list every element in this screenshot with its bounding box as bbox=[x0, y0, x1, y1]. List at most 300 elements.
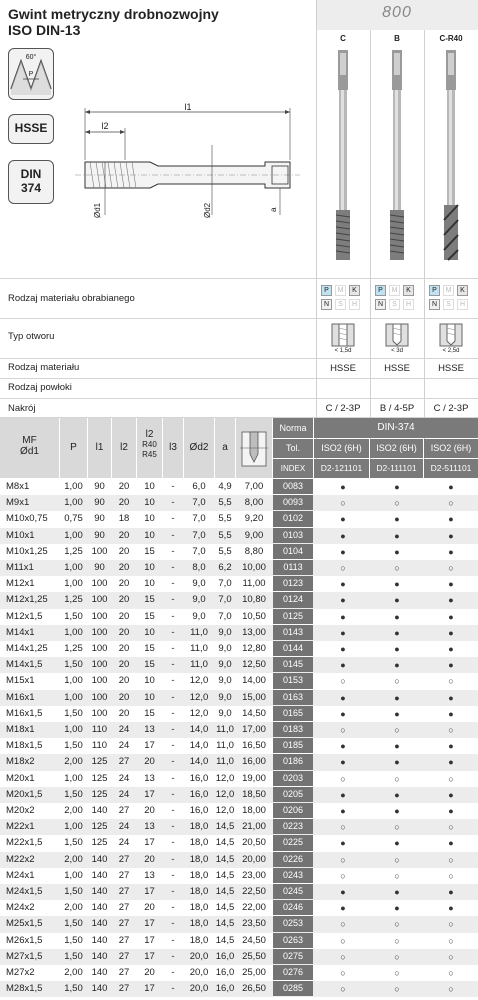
cell-l2: 27 bbox=[118, 869, 130, 881]
cell-a: 9,0 bbox=[218, 691, 232, 703]
cell-p: 1,50 bbox=[64, 837, 83, 849]
cell-index: 0143 bbox=[273, 625, 313, 640]
on-request-circle-icon: ○ bbox=[448, 919, 454, 930]
cell-l2: 27 bbox=[118, 950, 130, 962]
cell-d2: 18,0 bbox=[189, 821, 209, 833]
cell-a: 14,5 bbox=[215, 853, 235, 865]
cell-index: 0103 bbox=[273, 528, 313, 543]
cell-dash: - bbox=[171, 983, 175, 995]
cell-l3: 10 bbox=[144, 513, 155, 525]
cell-index: 0165 bbox=[273, 706, 313, 721]
table-row bbox=[0, 835, 478, 851]
cell-c: 18,00 bbox=[242, 805, 266, 816]
dim-a: a bbox=[269, 207, 278, 212]
cell-p: 1,00 bbox=[64, 626, 83, 638]
header-profile-icon bbox=[236, 418, 272, 478]
on-request-circle-icon: ○ bbox=[340, 854, 346, 865]
cell-dash: - bbox=[171, 707, 175, 719]
header-l3: l3 bbox=[163, 418, 183, 478]
cell-a: 14,5 bbox=[215, 902, 235, 914]
tol-value: ISO2 (6H) bbox=[314, 439, 369, 458]
table-row bbox=[0, 933, 478, 949]
table-row bbox=[0, 690, 478, 706]
cell-index: 0243 bbox=[273, 868, 313, 883]
cell-c: 25,00 bbox=[242, 967, 266, 978]
cell-c: 15,00 bbox=[242, 691, 266, 703]
cell-l2: 27 bbox=[118, 886, 130, 897]
cell-a: 12,0 bbox=[215, 805, 235, 816]
cell-c: 26,50 bbox=[242, 983, 266, 995]
cell-dash: - bbox=[171, 853, 175, 865]
table-row bbox=[0, 787, 478, 803]
din-badge: DIN 374 bbox=[8, 160, 54, 204]
available-dot-icon: ● bbox=[448, 644, 454, 654]
available-dot-icon: ● bbox=[394, 595, 400, 606]
cell-mf: M11x1 bbox=[6, 562, 34, 573]
available-dot-icon: ● bbox=[340, 579, 346, 590]
cell-c: 10,00 bbox=[242, 562, 266, 573]
cell-mf: M10x0,75 bbox=[6, 513, 48, 525]
cell-l3: 17 bbox=[144, 788, 155, 800]
cell-a: 14,5 bbox=[215, 821, 235, 833]
available-dot-icon: ● bbox=[394, 789, 400, 800]
cell-index: 0245 bbox=[273, 884, 313, 899]
cell-mf: M26x1,5 bbox=[6, 934, 43, 946]
on-request-circle-icon: ○ bbox=[340, 563, 346, 573]
cell-p: 1,00 bbox=[64, 562, 83, 573]
available-dot-icon: ● bbox=[340, 530, 346, 541]
cell-dash: - bbox=[171, 821, 175, 833]
available-dot-icon: ● bbox=[340, 903, 346, 914]
index-value: D2-511101 bbox=[424, 459, 478, 478]
cell-l1: 100 bbox=[91, 675, 108, 687]
cell-index: 0226 bbox=[273, 852, 313, 867]
cell-d2: 18,0 bbox=[189, 886, 209, 897]
header-l2: l2 bbox=[112, 418, 136, 478]
cell-l2: 20 bbox=[118, 529, 130, 541]
cell-dash: - bbox=[171, 513, 175, 525]
cell-dash: - bbox=[171, 626, 175, 638]
cell-d2: 18,0 bbox=[189, 934, 209, 946]
cell-index: 0285 bbox=[273, 981, 313, 996]
cell-d2: 12,0 bbox=[189, 675, 209, 687]
cell-mf: M9x1 bbox=[6, 497, 30, 509]
table-row bbox=[0, 884, 478, 900]
cell-d2: 14,0 bbox=[189, 756, 209, 768]
cell-mf: M10x1 bbox=[6, 529, 35, 541]
cell-dash: - bbox=[171, 529, 175, 541]
cell-dash: - bbox=[171, 902, 175, 914]
cell-p: 0,75 bbox=[64, 513, 83, 525]
index-value: D2-111101 bbox=[370, 459, 423, 478]
on-request-circle-icon: ○ bbox=[394, 725, 400, 735]
cell-l1: 100 bbox=[91, 707, 108, 719]
blind-hole-icon bbox=[385, 323, 409, 347]
cell-l2: 20 bbox=[118, 545, 130, 557]
cell-l3: 17 bbox=[144, 950, 155, 962]
header-a: a bbox=[215, 418, 235, 478]
on-request-circle-icon: ○ bbox=[448, 984, 454, 995]
cell-c: 22,00 bbox=[242, 902, 266, 914]
tol-value: ISO2 (6H) bbox=[370, 439, 423, 458]
on-request-circle-icon: ○ bbox=[340, 919, 346, 930]
cell-l3: 13 bbox=[144, 772, 155, 784]
available-dot-icon: ● bbox=[340, 757, 346, 768]
blind-hole-icon bbox=[439, 323, 463, 347]
available-dot-icon: ● bbox=[394, 757, 400, 768]
cell-l1: 110 bbox=[91, 740, 108, 752]
cell-p: 1,50 bbox=[64, 950, 83, 962]
available-dot-icon: ● bbox=[394, 806, 400, 816]
cell-mf: M18x2 bbox=[6, 756, 35, 768]
cell-c: 22,50 bbox=[242, 886, 266, 897]
on-request-circle-icon: ○ bbox=[394, 676, 400, 687]
available-dot-icon: ● bbox=[448, 579, 454, 590]
cell-l3: 17 bbox=[144, 934, 155, 946]
table-row bbox=[0, 609, 478, 625]
cell-l3: 20 bbox=[144, 853, 155, 865]
available-dot-icon: ● bbox=[394, 530, 400, 541]
cell-l2: 27 bbox=[118, 853, 130, 865]
title-block bbox=[8, 6, 308, 38]
cell-p: 1,00 bbox=[64, 675, 83, 687]
cell-d2: 7,0 bbox=[192, 513, 206, 525]
cell-l2: 20 bbox=[118, 594, 130, 606]
on-request-circle-icon: ○ bbox=[340, 984, 346, 995]
available-dot-icon: ● bbox=[394, 611, 400, 622]
cell-l2: 20 bbox=[118, 562, 130, 573]
available-dot-icon: ● bbox=[340, 708, 346, 719]
on-request-circle-icon: ○ bbox=[448, 773, 454, 784]
available-dot-icon: ● bbox=[394, 514, 400, 525]
available-dot-icon: ● bbox=[394, 741, 400, 752]
cell-d2: 8,0 bbox=[192, 562, 206, 573]
cell-mf: M27x1,5 bbox=[6, 950, 43, 962]
available-dot-icon: ● bbox=[448, 887, 454, 897]
cell-l1: 140 bbox=[91, 983, 108, 995]
on-request-circle-icon: ○ bbox=[340, 968, 346, 978]
cell-l2: 24 bbox=[118, 837, 130, 849]
cell-c: 24,50 bbox=[242, 934, 266, 946]
cell-l3: 17 bbox=[144, 886, 155, 897]
cell-p: 1,50 bbox=[64, 934, 83, 946]
cell-c: 19,00 bbox=[242, 772, 266, 784]
cell-index: 0163 bbox=[273, 690, 313, 705]
on-request-circle-icon: ○ bbox=[340, 498, 346, 509]
cell-dash: - bbox=[171, 918, 175, 930]
cell-a: 9,0 bbox=[218, 626, 232, 638]
table-row bbox=[0, 673, 478, 689]
cell-d2: 7,0 bbox=[192, 497, 206, 509]
cell-a: 14,5 bbox=[215, 934, 235, 946]
cell-l1: 100 bbox=[91, 691, 108, 703]
cell-l1: 140 bbox=[91, 950, 108, 962]
cell-a: 7,0 bbox=[218, 594, 232, 606]
available-dot-icon: ● bbox=[394, 887, 400, 897]
cell-l3: 10 bbox=[144, 529, 155, 541]
cell-l3: 10 bbox=[144, 626, 155, 638]
series-number: 800 bbox=[382, 4, 412, 21]
available-dot-icon: ● bbox=[448, 660, 454, 671]
on-request-circle-icon: ○ bbox=[340, 935, 346, 946]
cell-index: 0263 bbox=[273, 933, 313, 948]
cell-d2: 18,0 bbox=[189, 918, 209, 930]
cell-a: 11,0 bbox=[216, 740, 234, 752]
on-request-circle-icon: ○ bbox=[340, 676, 346, 687]
thread-pitch: P bbox=[28, 71, 34, 78]
cell-dash: - bbox=[171, 805, 175, 816]
on-request-circle-icon: ○ bbox=[340, 951, 346, 962]
cell-l1: 100 bbox=[91, 626, 108, 638]
available-dot-icon: ● bbox=[448, 611, 454, 622]
cell-index: 0093 bbox=[273, 495, 313, 510]
cell-a: 4,9 bbox=[218, 481, 232, 492]
cell-l3: 20 bbox=[144, 967, 155, 978]
available-dot-icon: ● bbox=[340, 660, 346, 671]
cell-l3: 15 bbox=[144, 659, 155, 671]
cell-c: 7,00 bbox=[244, 481, 264, 492]
cell-l2: 24 bbox=[118, 772, 130, 784]
available-dot-icon: ● bbox=[394, 546, 400, 557]
cell-l2: 27 bbox=[118, 918, 130, 930]
dim-d2: Ød2 bbox=[203, 202, 212, 218]
cell-l1: 90 bbox=[94, 481, 105, 492]
on-request-circle-icon: ○ bbox=[448, 854, 454, 865]
cell-l2: 27 bbox=[118, 967, 130, 978]
tap-c-image bbox=[316, 45, 370, 270]
cell-d2: 6,0 bbox=[192, 481, 206, 492]
cell-l2: 27 bbox=[118, 756, 130, 768]
cell-c: 14,50 bbox=[242, 707, 266, 719]
available-dot-icon: ● bbox=[448, 692, 454, 703]
cell-d2: 7,0 bbox=[192, 529, 206, 541]
header-p: P bbox=[60, 418, 87, 478]
cell-l3: 10 bbox=[144, 675, 155, 687]
cell-mf: M24x1,5 bbox=[6, 886, 43, 897]
cell-mf: M24x1 bbox=[6, 869, 35, 881]
table-row bbox=[0, 511, 478, 527]
cell-index: 0205 bbox=[273, 787, 313, 802]
tap-drawing bbox=[60, 100, 310, 230]
cell-c: 16,00 bbox=[242, 756, 266, 768]
cell-dash: - bbox=[171, 934, 175, 946]
cell-a: 5,5 bbox=[218, 529, 232, 541]
available-dot-icon: ● bbox=[448, 741, 454, 752]
available-dot-icon: ● bbox=[394, 660, 400, 671]
cell-p: 1,00 bbox=[64, 772, 83, 784]
cell-d2: 18,0 bbox=[189, 902, 209, 914]
cell-c: 20,50 bbox=[242, 837, 266, 849]
available-dot-icon: ● bbox=[448, 627, 454, 638]
cell-a: 5,5 bbox=[218, 497, 232, 509]
cell-dash: - bbox=[171, 967, 175, 978]
cell-l3: 17 bbox=[144, 918, 155, 930]
cell-p: 1,50 bbox=[64, 983, 83, 995]
cell-a: 9,0 bbox=[218, 675, 232, 687]
cell-c: 21,00 bbox=[242, 821, 266, 833]
cell-l1: 125 bbox=[91, 821, 108, 833]
cell-d2: 11,0 bbox=[190, 659, 208, 671]
material-group-icons: P M K N S H bbox=[370, 285, 424, 315]
cell-l1: 140 bbox=[91, 869, 108, 881]
available-dot-icon: ● bbox=[394, 627, 400, 638]
cell-mf: M20x1,5 bbox=[6, 788, 43, 800]
cell-p: 1,50 bbox=[64, 886, 83, 897]
cell-l2: 24 bbox=[118, 740, 130, 752]
cell-dash: - bbox=[171, 788, 175, 800]
available-dot-icon: ● bbox=[340, 595, 346, 606]
cell-l1: 125 bbox=[91, 756, 108, 768]
cell-p: 1,50 bbox=[64, 918, 83, 930]
available-dot-icon: ● bbox=[340, 692, 346, 703]
tap-c-r40-image bbox=[424, 45, 478, 270]
tap-b-image bbox=[370, 45, 424, 270]
available-dot-icon: ● bbox=[448, 708, 454, 719]
cell-d2: 11,0 bbox=[190, 643, 208, 654]
cell-d2: 12,0 bbox=[189, 707, 209, 719]
cell-l3: 10 bbox=[144, 497, 155, 509]
column-label-c: C bbox=[340, 34, 346, 43]
cell-l1: 90 bbox=[94, 513, 105, 525]
table-row bbox=[0, 981, 478, 997]
available-dot-icon: ● bbox=[448, 514, 454, 525]
cell-c: 12,50 bbox=[242, 659, 266, 671]
table-row bbox=[0, 479, 478, 495]
cell-l2: 20 bbox=[118, 659, 130, 671]
cell-l2: 20 bbox=[118, 610, 130, 622]
table-row bbox=[0, 900, 478, 916]
table-row bbox=[0, 641, 478, 657]
cell-d2: 16,0 bbox=[189, 772, 209, 784]
available-dot-icon: ● bbox=[448, 546, 454, 557]
cell-dash: - bbox=[171, 659, 175, 671]
cell-mf: M27x2 bbox=[6, 967, 35, 978]
cell-d2: 18,0 bbox=[189, 837, 209, 849]
cell-l1: 100 bbox=[91, 545, 108, 557]
cell-index: 0104 bbox=[273, 544, 313, 559]
cell-mf: M25x1,5 bbox=[6, 918, 43, 930]
on-request-circle-icon: ○ bbox=[394, 822, 400, 833]
cell-l2: 24 bbox=[118, 821, 130, 833]
table-row bbox=[0, 965, 478, 981]
cell-l2: 20 bbox=[118, 481, 130, 492]
cell-c: 13,00 bbox=[242, 626, 266, 638]
dim-l2: l2 bbox=[101, 121, 109, 131]
on-request-circle-icon: ○ bbox=[394, 919, 400, 930]
cell-d2: 18,0 bbox=[189, 853, 209, 865]
table-row bbox=[0, 625, 478, 641]
cell-p: 1,50 bbox=[64, 707, 83, 719]
cell-c: 10,80 bbox=[242, 594, 266, 606]
cell-dash: - bbox=[171, 610, 175, 622]
cell-l2: 27 bbox=[118, 902, 130, 914]
cell-l3: 15 bbox=[144, 610, 155, 622]
cell-a: 7,0 bbox=[218, 610, 232, 622]
table-row bbox=[0, 803, 478, 819]
on-request-circle-icon: ○ bbox=[394, 951, 400, 962]
cell-mf: M12x1 bbox=[6, 578, 35, 590]
cell-l3: 10 bbox=[144, 578, 155, 590]
cell-p: 2,00 bbox=[64, 805, 83, 816]
available-dot-icon: ● bbox=[394, 838, 400, 849]
column-label-b: B bbox=[394, 34, 400, 43]
cell-l2: 20 bbox=[118, 626, 130, 638]
cell-d2: 16,0 bbox=[189, 805, 209, 816]
on-request-circle-icon: ○ bbox=[340, 725, 346, 735]
cell-p: 1,00 bbox=[64, 497, 83, 509]
cell-l3: 10 bbox=[144, 562, 155, 573]
material-group-icons: P M K N S H bbox=[424, 285, 478, 315]
cell-index: 0124 bbox=[273, 592, 313, 607]
table-row bbox=[0, 852, 478, 868]
available-dot-icon: ● bbox=[340, 789, 346, 800]
cell-a: 14,5 bbox=[215, 869, 235, 881]
cell-d2: 7,0 bbox=[192, 545, 206, 557]
cell-mf: M12x1,25 bbox=[6, 594, 48, 606]
cell-d2: 12,0 bbox=[189, 691, 209, 703]
cell-l2: 20 bbox=[118, 643, 130, 654]
available-dot-icon: ● bbox=[448, 757, 454, 768]
cell-c: 16,50 bbox=[242, 740, 266, 752]
cell-a: 6,2 bbox=[218, 562, 232, 573]
cell-l3: 15 bbox=[144, 643, 155, 654]
cell-p: 2,00 bbox=[64, 967, 83, 978]
cell-l1: 140 bbox=[91, 886, 108, 897]
cell-mf: M24x2 bbox=[6, 902, 35, 914]
cell-mf: M28x1,5 bbox=[6, 983, 43, 995]
cell-a: 7,0 bbox=[218, 578, 232, 590]
table-row bbox=[0, 495, 478, 511]
cell-dash: - bbox=[171, 756, 175, 768]
cell-dash: - bbox=[171, 837, 175, 849]
cell-index: 0225 bbox=[273, 835, 313, 850]
on-request-circle-icon: ○ bbox=[394, 935, 400, 946]
on-request-circle-icon: ○ bbox=[340, 870, 346, 881]
cell-a: 14,5 bbox=[215, 837, 235, 849]
table-row bbox=[0, 738, 478, 754]
on-request-circle-icon: ○ bbox=[448, 968, 454, 978]
cell-d2: 16,0 bbox=[189, 788, 209, 800]
cell-a: 16,0 bbox=[215, 983, 235, 995]
cell-l1: 140 bbox=[91, 805, 108, 816]
cell-a: 16,0 bbox=[215, 967, 235, 978]
cell-d2: 11,0 bbox=[190, 626, 208, 638]
cell-l2: 20 bbox=[118, 707, 130, 719]
cell-index: 0125 bbox=[273, 609, 313, 624]
cell-l2: 20 bbox=[118, 497, 130, 509]
available-dot-icon: ● bbox=[340, 482, 346, 492]
cell-mf: M22x1,5 bbox=[6, 837, 43, 849]
on-request-circle-icon: ○ bbox=[340, 773, 346, 784]
on-request-circle-icon: ○ bbox=[394, 870, 400, 881]
cell-l1: 140 bbox=[91, 918, 108, 930]
available-dot-icon: ● bbox=[394, 708, 400, 719]
available-dot-icon: ● bbox=[340, 887, 346, 897]
table-row bbox=[0, 576, 478, 592]
cell-l1: 100 bbox=[91, 659, 108, 671]
row-coating: Rodzaj powłoki bbox=[0, 378, 478, 398]
cell-p: 1,00 bbox=[64, 481, 83, 492]
available-dot-icon: ● bbox=[340, 806, 346, 816]
norma-value: DIN-374 bbox=[314, 418, 478, 438]
cell-d2: 9,0 bbox=[192, 610, 206, 622]
available-dot-icon: ● bbox=[340, 514, 346, 525]
cell-l3: 20 bbox=[144, 902, 155, 914]
cell-mf: M20x1 bbox=[6, 772, 35, 784]
cell-c: 20,00 bbox=[242, 853, 266, 865]
cell-l2: 24 bbox=[118, 788, 130, 800]
cell-index: 0203 bbox=[273, 771, 313, 786]
